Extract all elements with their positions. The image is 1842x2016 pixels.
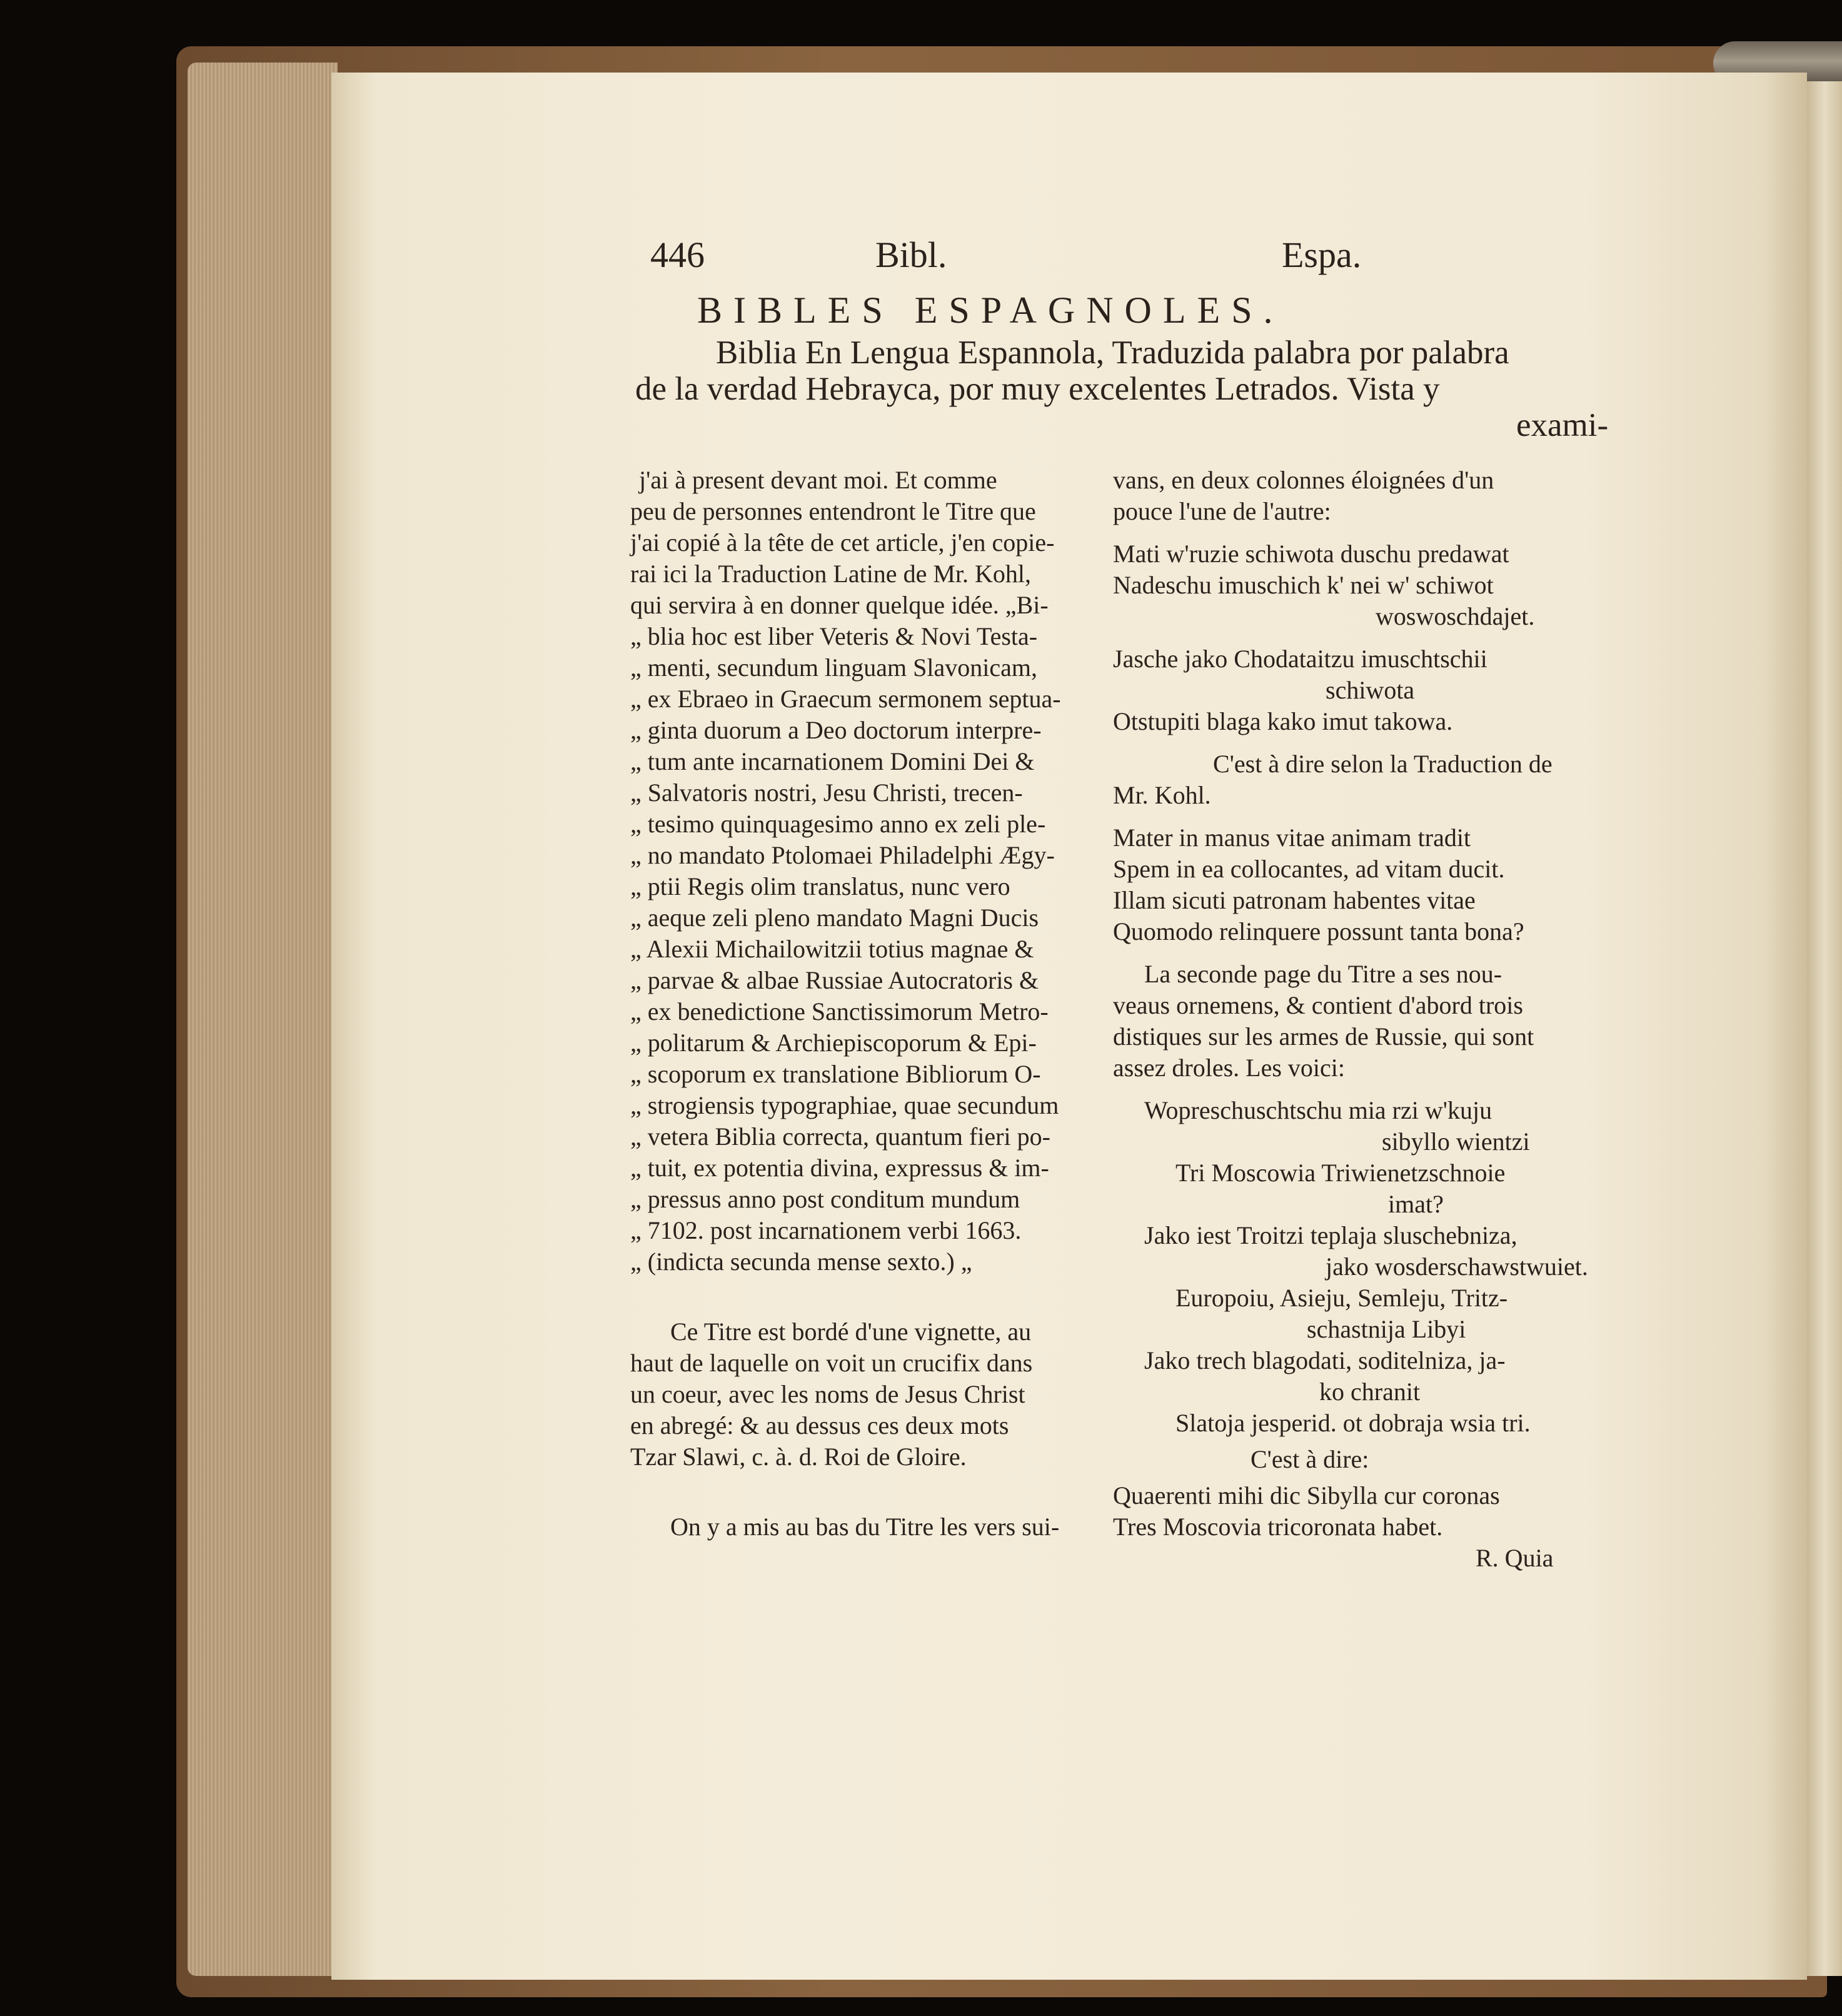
lead-line-3: exami- — [1516, 407, 1609, 443]
left-line: en abregé: & au dessus ces deux mots — [630, 1411, 1009, 1439]
left-line: peu de personnes entendront le Titre que — [630, 497, 1036, 525]
left-line: „ (indicta secunda mense sexto.) „ — [630, 1247, 972, 1276]
right-line: Jako iest Troitzi teplaja sluschebniza, — [1144, 1221, 1517, 1249]
right-line: Nadeschu imuschich k' nei w' schiwot — [1113, 571, 1494, 599]
right-line: Wopreschuschtschu mia rzi w'kuju — [1144, 1096, 1492, 1124]
right-line: Mr. Kohl. — [1113, 781, 1211, 809]
left-line: „ menti, secundum linguam Slavonicam, — [630, 653, 1037, 682]
right-line: Tri Moscowia Triwienetzschnoie — [1175, 1159, 1506, 1187]
left-line: „ ex benedictione Sanctissimorum Metro- — [630, 997, 1049, 1026]
right-line: schastnija Libyi — [1307, 1315, 1466, 1343]
right-line: Mater in manus vitae animam tradit — [1113, 824, 1471, 852]
left-line: „ 7102. post incarnationem verbi 1663. — [630, 1216, 1022, 1244]
right-line: pouce l'une de l'autre: — [1113, 497, 1331, 525]
left-line: „ tum ante incarnationem Domini Dei & — [630, 747, 1035, 775]
right-line: Quomodo relinquere possunt tanta bona? — [1113, 917, 1524, 945]
left-line: „ aeque zeli pleno mandato Magni Ducis — [630, 904, 1039, 932]
page-edges — [188, 63, 338, 1976]
right-line: jako wosderschawstwuiet. — [1326, 1252, 1588, 1281]
right-line: Otstupiti blaga kako imut takowa. — [1113, 707, 1453, 735]
right-line: woswoschdajet. — [1376, 602, 1535, 630]
left-line: „ ginta duorum a Deo doctorum interpre- — [630, 716, 1042, 744]
right-line: Slatoja jesperid. ot dobraja wsia tri. — [1175, 1409, 1531, 1437]
left-line: rai ici la Traduction Latine de Mr. Kohl, — [630, 560, 1031, 588]
left-line: „ tuit, ex potentia divina, expressus & im- — [630, 1154, 1049, 1182]
left-line: Tzar Slawi, c. à. d. Roi de Gloire. — [630, 1443, 967, 1471]
left-line: „ parvae & albae Russiae Autocratoris & — [630, 966, 1039, 994]
right-line: Tres Moscovia tricoronata habet. — [1113, 1513, 1443, 1541]
right-line: La seconde page du Titre a ses nou- — [1144, 960, 1502, 988]
page-number: 446 — [650, 234, 705, 275]
right-line: Jasche jako Chodataitzu imuschtschii — [1113, 645, 1487, 673]
right-line: sibyllo wientzi — [1382, 1127, 1530, 1156]
right-line: assez droles. Les voici: — [1113, 1054, 1345, 1082]
left-line: „ no mandato Ptolomaei Philadelphi Ægy- — [630, 841, 1055, 869]
right-line: R. Quia — [1476, 1544, 1554, 1572]
left-line: j'ai copié à la tête de cet article, j'en copie- — [630, 528, 1055, 557]
lead-line-1: Biblia En Lengua Espannola, Traduzida palabra por palabra — [716, 335, 1509, 371]
right-line: imat? — [1388, 1190, 1444, 1218]
lead-line-2: de la verdad Hebrayca, por muy excelentes Letrados. Vista y — [635, 371, 1440, 407]
running-title-left: Bibl. — [875, 234, 947, 275]
left-line: On y a mis au bas du Titre les vers sui- — [670, 1513, 1060, 1541]
left-line: „ Alexii Michailowitzii totius magnae & — [630, 935, 1034, 963]
right-line: Illam sicuti patronam habentes vitae — [1113, 886, 1476, 914]
left-line: „ tesimo quinquagesimo anno ex zeli ple- — [630, 810, 1046, 838]
right-line: Spem in ea collocantes, ad vitam ducit. — [1113, 855, 1505, 883]
left-line: „ blia hoc est liber Veteris & Novi Testa- — [630, 622, 1038, 650]
left-line: „ Salvatoris nostri, Jesu Christi, trecen- — [630, 779, 1023, 807]
book-page — [331, 73, 1807, 1980]
right-line: Europoiu, Asieju, Semleju, Tritz- — [1175, 1284, 1508, 1312]
right-line: distiques sur les armes de Russie, qui sont — [1113, 1022, 1534, 1051]
right-line: Quaerenti mihi dic Sibylla cur coronas — [1113, 1481, 1500, 1509]
left-line: Ce Titre est bordé d'une vignette, au — [670, 1318, 1032, 1346]
left-line: un coeur, avec les noms de Jesus Christ — [630, 1380, 1025, 1408]
left-line: j'ai à present devant moi. Et comme — [639, 466, 997, 494]
right-line: schiwota — [1326, 676, 1415, 704]
left-line: „ ptii Regis olim translatus, nunc vero — [630, 872, 1010, 900]
left-line: qui servira à en donner quelque idée. „Bi- — [630, 591, 1049, 619]
right-line: vans, en deux colonnes éloignées d'un — [1113, 466, 1494, 494]
right-line: veaus ornemens, & contient d'abord trois — [1113, 991, 1523, 1019]
left-line: „ strogiensis typographiae, quae secundum — [630, 1091, 1059, 1119]
right-line: ko chranit — [1319, 1378, 1421, 1406]
left-line: haut de laquelle on voit un crucifix dans — [630, 1349, 1033, 1377]
right-line: C'est à dire selon la Traduction de — [1213, 750, 1553, 778]
section-title: BIBLES ESPAGNOLES. — [697, 290, 1284, 331]
running-title-right: Espa. — [1282, 234, 1362, 275]
left-line: „ politarum & Archiepiscoporum & Epi- — [630, 1029, 1037, 1057]
right-line: C'est à dire: — [1251, 1445, 1369, 1473]
left-line: „ ex Ebraeo in Graecum sermonem septua- — [630, 685, 1061, 713]
left-line: „ scoporum ex translatione Bibliorum O- — [630, 1060, 1041, 1088]
left-line: „ pressus anno post conditum mundum — [630, 1185, 1020, 1213]
right-line: Mati w'ruzie schiwota duschu predawat — [1113, 540, 1509, 568]
right-line: Jako trech blagodati, soditelniza, ja- — [1144, 1346, 1506, 1374]
left-line: „ vetera Biblia correcta, quantum fieri po- — [630, 1122, 1050, 1151]
facing-page-edge — [1807, 81, 1842, 1976]
